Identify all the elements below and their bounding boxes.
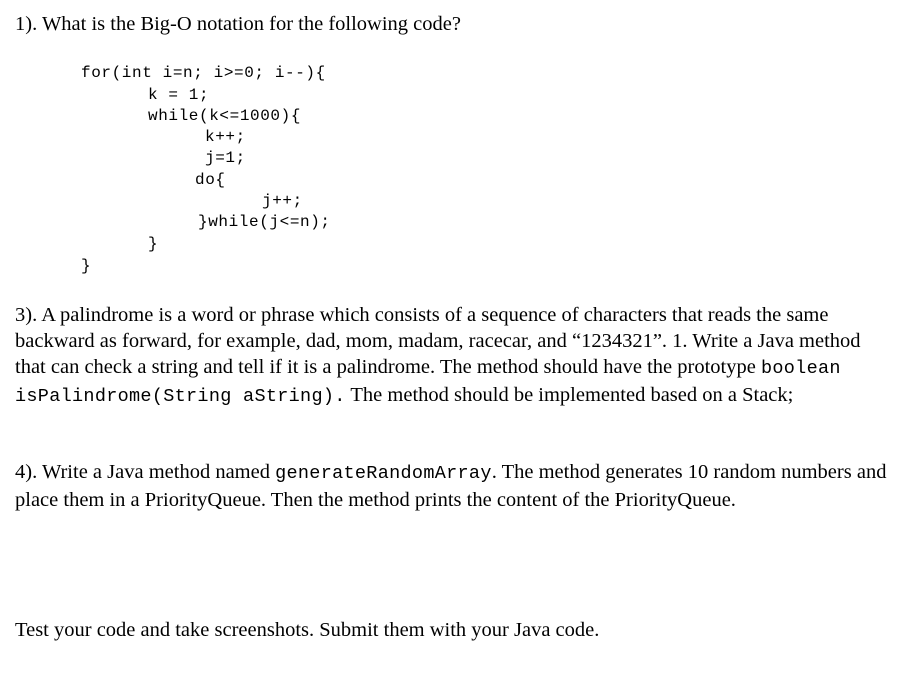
code-line-do-while: }while(j<=n); (198, 213, 331, 231)
question-3-part1: 3). A palindrome is a word or phrase which consists of a sequence of characters that reads the same backward as forward, for example, dad, mom, madam, racecar, and “1234321”. 1. Write a Java method that can check a string and tell if it is a palindrome. The method should have the prototype (15, 304, 861, 378)
code-line-do: do{ (195, 171, 226, 189)
question-3-prototype-code: boolean isPalindrome(String aString). (15, 358, 841, 407)
code-line-j-inc: j++; (262, 192, 303, 210)
code-line-close-while: } (148, 235, 159, 253)
question-4-part1: 4). Write a Java method named (15, 461, 276, 483)
code-line-while: while(k<=1000){ (148, 107, 302, 125)
footer-instruction: Test your code and take screenshots. Submit them with your Java code. (15, 619, 600, 641)
question-4-text (15, 459, 895, 513)
code-line-j-assign: j=1; (205, 149, 246, 167)
question-3-text (15, 302, 895, 410)
question-4-part2: . The method generates 10 random numbers and place them in a PriorityQueue. Then the method prints the content of the PriorityQueue. (15, 461, 887, 511)
question-1-text: 1). What is the Big-O notation for the following code? (15, 13, 461, 35)
question-4-method-code: generateRandomArray (275, 463, 492, 484)
code-line-k-assign: k = 1; (148, 86, 210, 104)
question-3-part2: The method should be implemented based on a Stack; (345, 384, 794, 406)
code-line-k-inc: k++; (205, 128, 246, 146)
code-line-close-for: } (81, 257, 92, 275)
code-line-for: for(int i=n; i>=0; i--){ (81, 64, 326, 82)
